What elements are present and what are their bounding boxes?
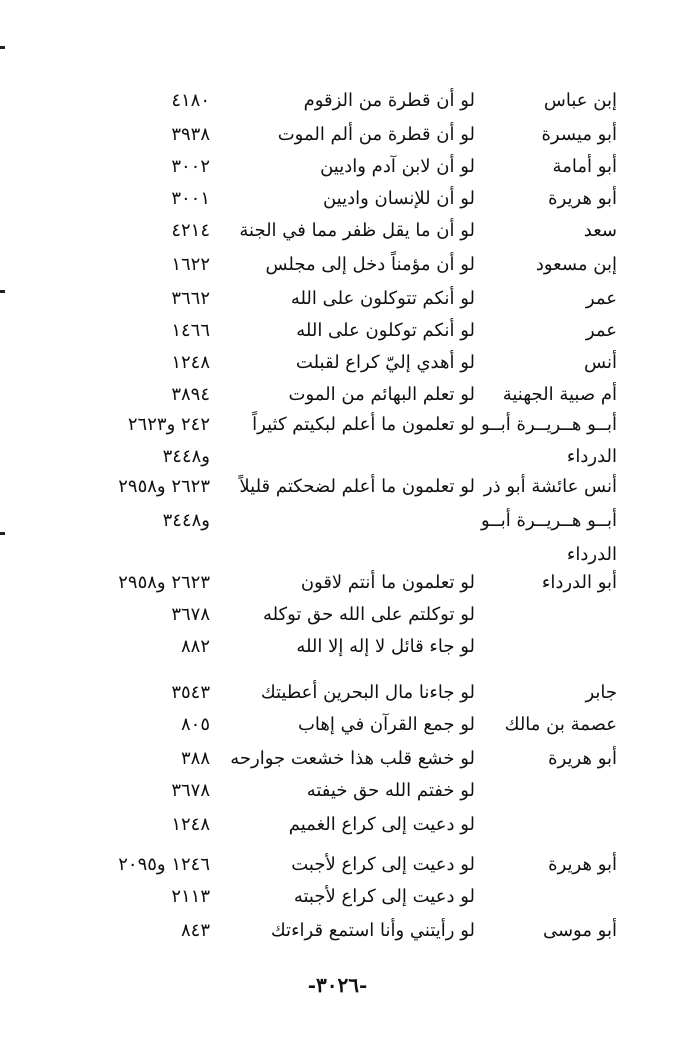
hadith-text: لو أنكم توكلون على الله: [296, 320, 475, 341]
hadith-text: لو رأيتني وأنا استمع قراءتك: [270, 920, 475, 941]
hadith-number: ٣٠٠١: [171, 188, 210, 209]
table-row: [0, 742, 675, 776]
narrator-name: أبــو هــريــرة أبــو: [480, 510, 617, 531]
hadith-number: ٨٠٥: [180, 714, 210, 735]
table-row: [0, 676, 675, 710]
narrator-name: عصمة بن مالك: [504, 714, 617, 735]
narrator-name: سعد: [583, 220, 617, 241]
hadith-text: لو خفتم الله حق خيفته: [306, 780, 475, 801]
table-row: [0, 774, 675, 808]
hadith-text: لو تعلمون ما أعلم لبكيتم كثيراً: [252, 414, 475, 435]
narrator-name: إبن عباس: [543, 90, 617, 111]
hadith-number: و٣٤٤٨: [162, 510, 210, 531]
hadith-text: لو أن قطرة من ألم الموت: [277, 124, 475, 145]
hadith-number: ٣٨٩٤: [171, 384, 210, 405]
hadith-text: لو أنكم تتوكلون على الله: [290, 288, 475, 309]
hadith-number: ٣٦٧٨: [171, 604, 210, 625]
hadith-number: ٣٥٤٣: [171, 682, 210, 703]
hadith-number: ٨٤٣: [180, 920, 210, 941]
hadith-text: لو أهدي إليّ كراع لقبلت: [295, 352, 475, 373]
hadith-number: ٢٦٢٣ و٢٩٥٨: [118, 476, 210, 497]
hadith-text: لو جاءنا مال البحرين أعطيتك: [260, 682, 475, 703]
scan-mark: [0, 532, 5, 535]
table-row: [0, 470, 675, 504]
hadith-number: ١٦٢٢: [171, 254, 210, 275]
hadith-number: ٣٦٦٢: [171, 288, 210, 309]
hadith-number: ٢٤٢ و٢٦٢٣: [127, 414, 210, 435]
table-row: [0, 314, 675, 348]
table-row: [0, 282, 675, 316]
narrator-name: أبو هريرة: [548, 748, 617, 769]
hadith-number: و٣٤٤٨: [162, 446, 210, 467]
narrator-name: أبو هريرة: [548, 854, 617, 875]
table-row: [0, 598, 675, 632]
hadith-text: لو تعلمون ما أعلم لضحكتم قليلاً: [239, 476, 475, 497]
table-row: [0, 346, 675, 380]
narrator-name: أنس: [584, 352, 617, 373]
narrator-name: أبو هريرة: [548, 188, 617, 209]
hadith-text: لو خشع قلب هذا خشعت جوارحه: [230, 748, 475, 769]
scan-mark: [0, 46, 5, 49]
hadith-number: ١٤٦٦: [171, 320, 210, 341]
narrator-name: الدرداء: [566, 544, 617, 565]
hadith-text: لو دعيت إلى كراع لأجبته: [293, 886, 475, 907]
narrator-name: عمر: [585, 320, 617, 341]
hadith-text: لو تعلم البهائم من الموت: [288, 384, 475, 405]
page-number: -٣٠٢٦-: [307, 973, 368, 997]
table-row: [0, 378, 675, 412]
hadith-number: ٣٨٨: [180, 748, 210, 769]
hadith-text: لو دعيت إلى كراع لأجبت: [291, 854, 475, 875]
hadith-number: ٤٢١٤: [171, 220, 210, 241]
narrator-name: أنس عائشة أبو ذر: [483, 476, 617, 497]
table-row: [0, 808, 675, 842]
hadith-text: لو جاء قائل لا إله إلا الله: [296, 636, 475, 657]
table-row: [0, 150, 675, 184]
hadith-number: ٨٨٢: [180, 636, 210, 657]
narrator-name: أبــو هــريــرة أبــو: [480, 414, 617, 435]
narrator-name: أبو ميسرة: [541, 124, 617, 145]
hadith-text: لو أن للإنسان واديين: [322, 188, 475, 209]
hadith-number: ٤١٨٠: [171, 90, 210, 111]
table-row: [0, 708, 675, 742]
narrator-name: عمر: [585, 288, 617, 309]
table-row: [0, 84, 675, 118]
table-row: [0, 566, 675, 600]
narrator-name: أبو أمامة: [552, 156, 617, 177]
hadith-text: لو أن قطرة من الزقوم: [303, 90, 475, 111]
hadith-text: لو دعيت إلى كراع الغميم: [288, 814, 475, 835]
hadith-text: لو توكلتم على الله حق توكله: [262, 604, 475, 625]
table-row: [0, 118, 675, 152]
hadith-number: ٣٦٧٨: [171, 780, 210, 801]
table-row: [0, 914, 675, 948]
hadith-number: ٢٦٢٣ و٢٩٥٨: [118, 572, 210, 593]
narrator-name: الدرداء: [566, 446, 617, 467]
table-row: [0, 848, 675, 882]
narrator-name: جابر: [585, 682, 617, 703]
hadith-text: لو أن ما يقل ظفر مما في الجنة: [239, 220, 475, 241]
table-row: [0, 630, 675, 664]
hadith-text: لو أن لابن آدم واديين: [320, 156, 475, 177]
narrator-name: أم صبية الجهنية: [502, 384, 617, 405]
table-row: [0, 504, 675, 538]
hadith-text: لو أن مؤمناً دخل إلى مجلس: [265, 254, 475, 275]
hadith-text: لو جمع القرآن في إهاب: [297, 714, 475, 735]
narrator-name: أبو موسى: [542, 920, 617, 941]
table-row: [0, 408, 675, 442]
table-row: [0, 440, 675, 474]
hadith-number: ١٢٤٨: [171, 814, 210, 835]
hadith-number: ١٢٤٦ و٢٠٩٥: [118, 854, 210, 875]
hadith-number: ٢١١٣: [171, 886, 210, 907]
hadith-number: ٣٠٠٢: [171, 156, 210, 177]
hadith-text: لو تعلمون ما أنتم لاقون: [300, 572, 475, 593]
hadith-number: ٣٩٣٨: [171, 124, 210, 145]
table-row: [0, 182, 675, 216]
table-row: [0, 214, 675, 248]
hadith-number: ١٢٤٨: [171, 352, 210, 373]
narrator-name: إبن مسعود: [535, 254, 617, 275]
table-row: [0, 248, 675, 282]
table-row: [0, 880, 675, 914]
narrator-name: أبو الدرداء: [541, 572, 617, 593]
scan-mark: [0, 290, 5, 293]
